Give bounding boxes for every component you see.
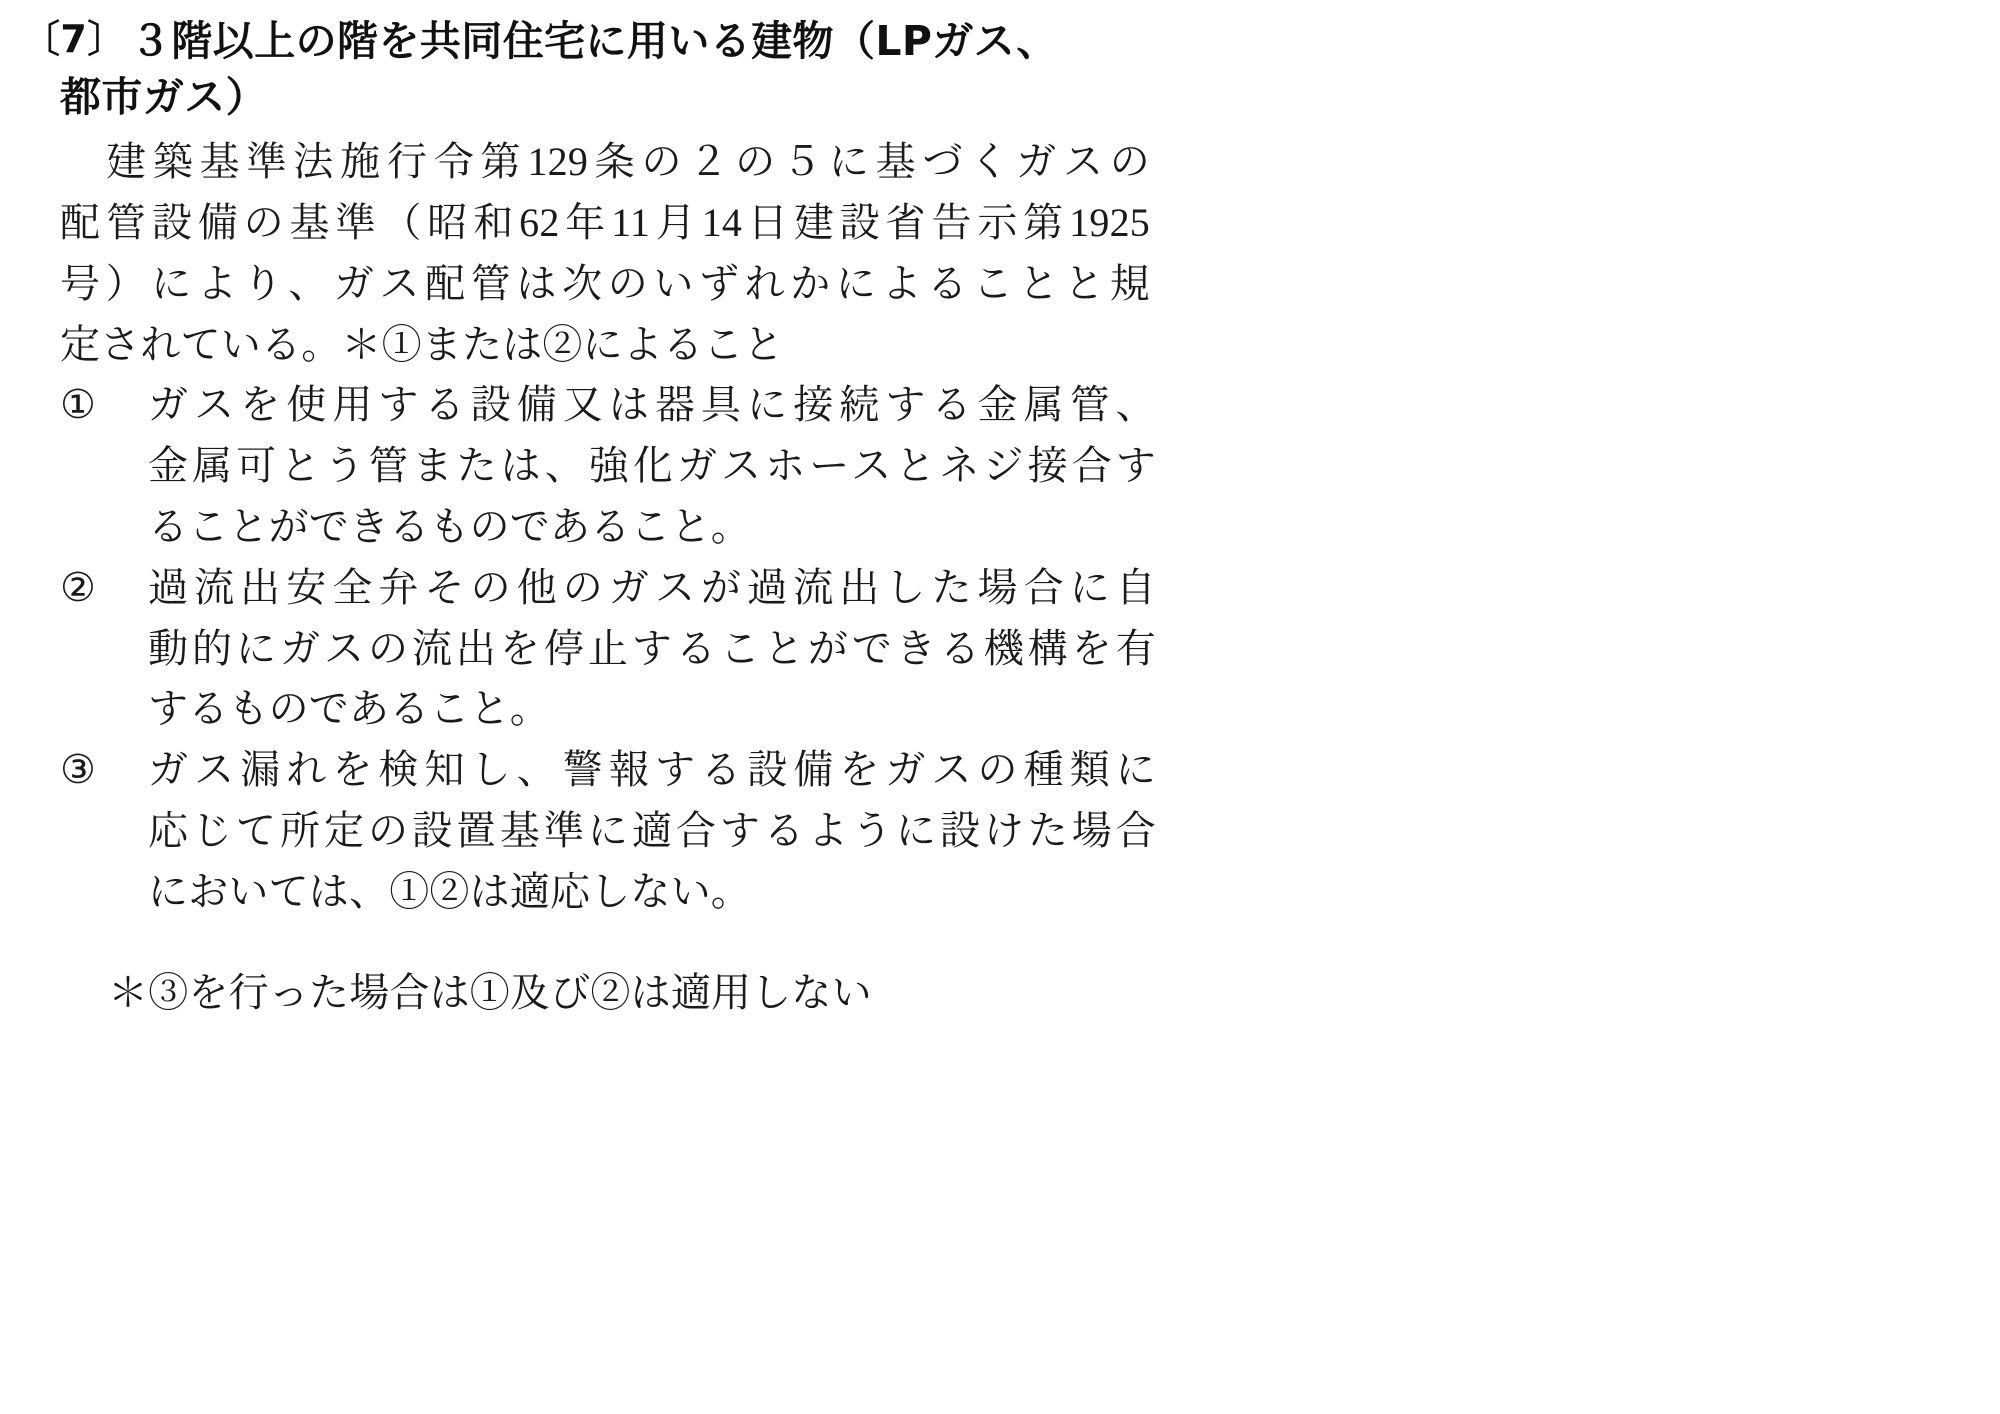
lead-line: 配管設備の基準（昭和62年11月14日建設省告示第1925	[60, 200, 1150, 246]
list-item-marker: ②	[60, 564, 96, 610]
list-item-text	[148, 375, 1156, 557]
list-item-line: ガス漏れを検知し、警報する設備をガスの種類に	[148, 747, 1156, 793]
list-item	[60, 558, 1156, 740]
lead-line: 定されている。＊①または②によること	[60, 321, 784, 367]
list-item-line: 応じて所定の設置基準に適合するように設けた場合	[148, 807, 1156, 853]
list-item-line: ることができるものであること。	[148, 504, 751, 549]
lead-line: 建築基準法施行令第129条の２の５に基づくガスの	[106, 139, 1150, 185]
section-number: 〔7〕	[22, 17, 126, 61]
document-content	[22, 14, 1197, 1023]
list-item-marker: ③	[60, 747, 96, 793]
list-item-text	[148, 558, 1156, 740]
list-item-line: ガスを使用する設備又は器具に接続する金属管、	[148, 382, 1156, 428]
list-item-line: 過流出安全弁その他のガスが過流出した場合に自	[148, 564, 1156, 610]
list-item-text	[148, 740, 1156, 922]
list-item-line: においては、①②は適応しない。	[148, 868, 751, 914]
list-item-marker: ①	[60, 382, 96, 428]
list-item	[60, 740, 1156, 922]
list-item	[60, 375, 1156, 557]
list-item-line: 動的にガスの流出を停止することができる機構を有	[148, 625, 1156, 671]
list-item-line: 金属可とう管または、強化ガスホースとネジ接合す	[148, 443, 1156, 489]
lead-paragraph	[60, 132, 1150, 375]
page-title	[22, 14, 1197, 124]
heading-line-1: ３階以上の階を共同住宅に用いる建物（LPガス、	[130, 17, 1058, 65]
heading-line-2: 都市ガス）	[60, 73, 268, 122]
lead-line: 号）により、ガス配管は次のいずれかによることと規	[60, 260, 1150, 306]
footnote: ＊③を行った場合は①及び②は適用しない	[108, 969, 872, 1015]
list-item-line: するものであること。	[148, 686, 550, 732]
